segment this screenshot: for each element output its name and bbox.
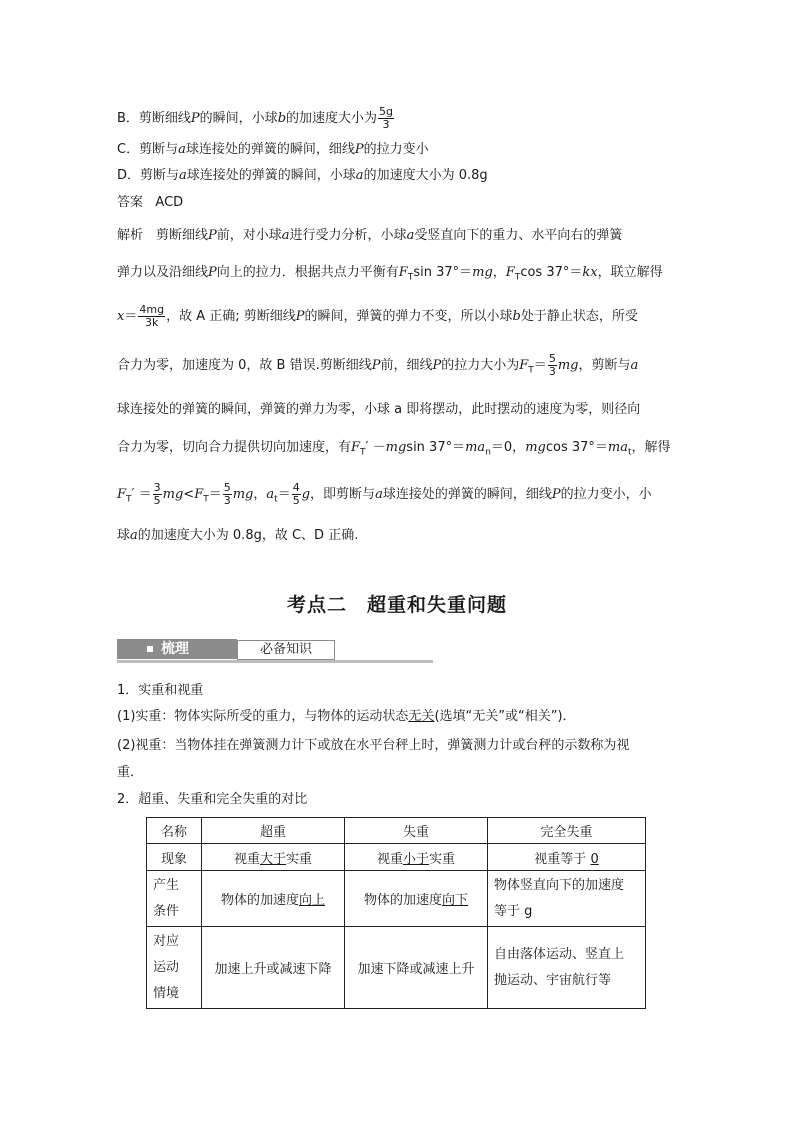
table-row [147,871,646,927]
comparison-table [146,817,646,1009]
fill-blank: 无关 [408,709,435,724]
table-cell: 物体的加速度向下 [345,871,488,927]
table-cell: 视重等于 0 [488,844,646,871]
fraction-5g-over-3: $\frac{5g}{3}$ [379,105,394,131]
analysis-line-5: 球连接处的弹簧的瞬间，弹簧的弹力为零，小球 a 即将摆动，此时摆动的速度为零，则径向 [117,402,641,417]
option-d: D．剪断与a球连接处的弹簧的瞬间，小球a的加速度大小为 0.8g [117,168,488,183]
table-cell: 物体的加速度向上 [202,871,345,927]
knowledge-apparent-weight: (2)视重：当物体挂在弹簧测力计下或放在水平台秤上时，弹簧测力计或台秤的示数称为视 [117,738,630,753]
table-cell: 视重小于实重 [345,844,488,871]
analysis-line-7: $F_T'$ ＝ $\frac{3}{5}$ $mg<F_T=$ $\frac{5}{3}$ mg，$a_t=$ $\frac{4}{5}$ g，即剪断与a球连接处的弹簧的瞬间，细线P的拉力变小，小 [117,481,652,507]
answer-line: 答案 ACD [117,195,184,210]
fraction-5-over-3: $\frac{5}{3}$ [548,352,556,378]
section-title: 考点二 超重和失重问题 [286,594,507,616]
analysis-line-1: 解析 剪断细线P前，对小球a进行受力分析，小球a受竖直向下的重力、水平向右的弹簧 [117,228,623,243]
knowledge-heading-2: 2．超重、失重和完全失重的对比 [117,792,308,807]
table-header-cell: 超重 [202,818,345,844]
table-cell: 现象 [147,844,202,871]
table-header-cell: 名称 [147,818,202,844]
tab-bar-underline [117,660,433,663]
option-c: C．剪断与a球连接处的弹簧的瞬间，细线P的拉力变小 [117,142,429,157]
analysis-line-8: 球a的加速度大小为 0.8g，故 C、D 正确. [117,528,359,543]
square-bullet-icon [147,646,153,652]
knowledge-heading-1: 1．实重和视重 [117,683,204,698]
table-cell: 加速上升或减速下降 [202,927,345,1009]
table-cell: 视重大于实重 [202,844,345,871]
table-row [147,927,646,1009]
fraction-5-over-3-b: $\frac{5}{3}$ [223,481,231,507]
fraction-4mg-over-3k: $\frac{4mg}{3k}$ [139,303,165,329]
knowledge-real-weight: (1)实重：物体实际所受的重力，与物体的运动状态无关(选填“无关”或“相关”)． [117,709,576,724]
table-cell: 自由落体运动、竖直上 抛运动、宇宙航行等 [488,927,646,1009]
analysis-line-6: 合力为零，切向合力提供切向加速度，有$F_T' -mgsin$ $37^\circ=ma_n=0$，mgcos $37^\circ=ma_t$，解得 [117,440,671,458]
table-cell: 物体竖直向下的加速度 等于 g [488,871,646,927]
fraction-3-over-5: $\frac{3}{5}$ [153,481,161,507]
option-b: B．剪断细线P的瞬间，小球b的加速度大小为 $\frac{5g}{3}$ [117,105,394,131]
knowledge-apparent-weight-cont: 重． [117,765,144,780]
tab-essential-knowledge: 必备知识 [237,640,335,660]
analysis-line-3: x＝ $\frac{4mg}{3k}$ ，故 A 正确; 剪断细线P的瞬间，弹簧的弹力不变，所以小球b处于静止状态，所受 [117,303,638,329]
tab-review: 梳理 [117,639,237,659]
table-header-cell: 失重 [345,818,488,844]
analysis-line-4: 合力为零，加速度为 0，故 B 错误.剪断细线P前，细线P的拉力大小为$F_T=$ $\frac{5}{3}$ mg，剪断与a [117,352,639,378]
table-cell: 对应 运动 情境 [147,927,202,1009]
table-header-cell: 完全失重 [488,818,646,844]
fraction-4-over-5: $\frac{4}{5}$ [292,481,300,507]
section-tab-bar [117,639,433,663]
table-row [147,844,646,871]
table-cell: 加速下降或减速上升 [345,927,488,1009]
table-header-row [147,818,646,844]
analysis-line-2: 弹力以及沿细线P向上的拉力．根据共点力平衡有$F_T\sin$ 37°＝mg，$F_T\cos$ 37°＝kx，联立解得 [117,265,663,283]
table-cell: 产生 条件 [147,871,202,927]
